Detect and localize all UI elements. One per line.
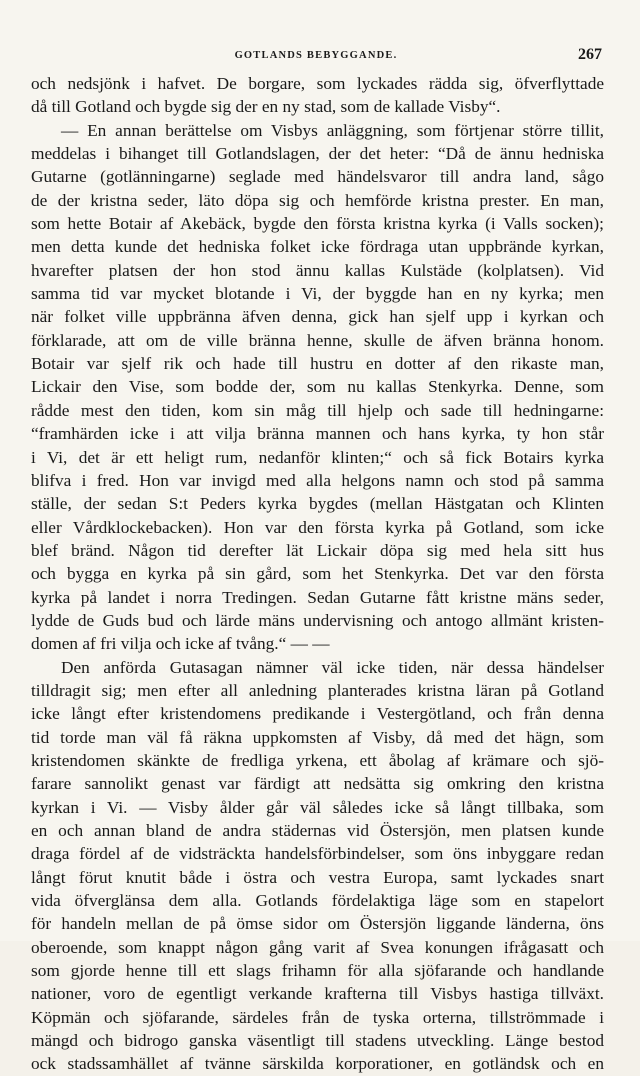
text-line: kyrkan i Vi. — Visby ålder går väl således icke så långt tillbaka, som — [31, 797, 604, 817]
text-line: farare sannolikt genast var färdigt att nedsätta sig omkring den kristna — [31, 774, 604, 794]
body-text — [31, 72, 604, 1076]
text-line: mängd och bidrogo ganska väsentligt till stadens utveckling. Länge bestod — [31, 1031, 604, 1051]
text-line: — En annan berättelse om Visbys anläggning, som förtjenar större tillit, — [61, 120, 604, 140]
text-line: men detta kunde det hedniska folket icke fördraga utan uppbrände kyrkan, — [31, 237, 604, 257]
text-line: oberoende, som knappt någon gång varit af Svea konungen ifrågasatt och — [31, 937, 604, 957]
text-line: Lickair den Vise, som bodde der, som nu kallas Stenkyrka. Denne, som — [31, 377, 604, 397]
text-line: som gjorde henne till ett slags frihamn för alla sjöfarande och handlande — [31, 961, 604, 981]
text-line: en och annan bland de andra städernas vid Östersjön, men platsen kunde — [31, 821, 604, 840]
text-line: blifva i fred. Hon var invigd med alla helgons namn och stod på samma — [31, 470, 604, 490]
text-line: samma tid var mycket blotande i Vi, der byggde han en ny kyrka; men — [31, 284, 604, 304]
text-line: kyrka på landet i norra Tredingen. Sedan Gutarne fått kristne mäns seder, — [31, 587, 604, 607]
text-line: Den anförda Gutasagan nämner väl icke tiden, när dessa händelser — [61, 657, 604, 677]
text-line: blef bränd. Någon tid derefter lät Lickair döpa sig med hela sitt hus — [31, 540, 604, 560]
text-line: och bygga en kyrka på sin gård, som het Stenkyrka. Det var den första — [31, 564, 604, 584]
text-line: förklarade, att om de ville bränna henne, skulle de äfven bränna honom. — [31, 330, 604, 350]
text-line: i Vi, det är ett heligt rum, nedanför klinten;“ och så fick Botairs kyrka — [31, 447, 604, 467]
running-title: GOTLANDS BEBYGGANDE. — [234, 50, 398, 61]
text-line: tid torde man väl få räkna uppkomsten af Visby, då med det hägn, som — [31, 727, 604, 747]
text-line: Botair var sjelf rik och hade till hustru en dotter af den rikaste man, — [31, 354, 604, 374]
text-line: och nedsjönk i hafvet. De borgare, som lyckades rädda sig, öfverflyttade — [31, 74, 604, 93]
text-line: långt förut knutit både i östra och vestra Europa, samt lyckades snart — [31, 867, 604, 887]
text-line: vida öfverglänsa dem alla. Gotlands fördelaktiga läge som en stapelort — [31, 891, 604, 911]
text-line: hvarefter platsen der hon stod ännu kallas Kulstäde (kolplatsen). Vid — [31, 260, 604, 280]
text-line: “framhärden icke i att vilja bränna mannen och hans kyrka, ty hon står — [31, 424, 604, 444]
text-line: tilldragit sig; men efter all anledning planterades kristna läran på Gotland — [31, 680, 604, 700]
text-line: de der kristna seder, läto döpa sig och hemförde kristna prester. En man, — [31, 190, 604, 210]
text-line: ställe, der sedan S:t Peders kyrka bygdes (mellan Hästgatan och Klinten — [31, 494, 604, 514]
text-line: meddelas i bihanget till Gotlandslagen, der det heter: “Då de ännu hedniska — [31, 144, 604, 164]
text-line: lydde de Guds bud och lärde mäns undervisning och antogo allmänt kristen- — [31, 610, 604, 630]
text-line: Köpmän och sjöfarande, särdeles från de tyska orterna, tillströmmade i — [31, 1007, 604, 1027]
text-line: ock stadssamhället af tvänne särskilda korporationer, en gotländsk och en — [31, 1054, 604, 1074]
page-number: 267 — [578, 46, 602, 63]
text-line: eller Vårdklockebacken). Hon var den första kyrka på Gotland, som icke — [31, 517, 604, 537]
text-line: när folket ville uppbränna äfven denna, gick han sjelf upp i kyrkan och — [31, 307, 604, 327]
text-line: då till Gotland och bygde sig der en ny stad, som de kallade Visby“. — [31, 97, 501, 117]
text-line: för handeln mellan de på ömse sidor om Östersjön liggande länderna, öns — [31, 914, 604, 934]
text-line: icke långt efter kristendomens predikande i Vestergötland, och från denna — [31, 704, 604, 724]
text-line: som hette Botair af Akebäck, bygde den första kristna kyrka (i Valls socken); — [31, 214, 604, 234]
text-line: Gutarne (gotlänningarne) seglade med händelsvaror till andra land, sågo — [31, 167, 604, 187]
running-head — [30, 46, 602, 66]
text-line: kristendomen skänkte de fredliga yrkena, ett åbolag af krämare och sjö- — [31, 750, 604, 770]
text-line: domen af fri vilja och icke af tvång.“ — — — [31, 634, 330, 654]
text-line: nationer, voro de egentligt verkande krafterna till Visbys hastiga tillväxt. — [31, 984, 604, 1004]
text-line: rådde mest den tiden, kom sin måg till hjelp och sade till hedningarne: — [31, 400, 604, 420]
text-line: draga fördel af de vidsträckta handelsförbindelser, som öns inbyggare redan — [31, 844, 604, 864]
